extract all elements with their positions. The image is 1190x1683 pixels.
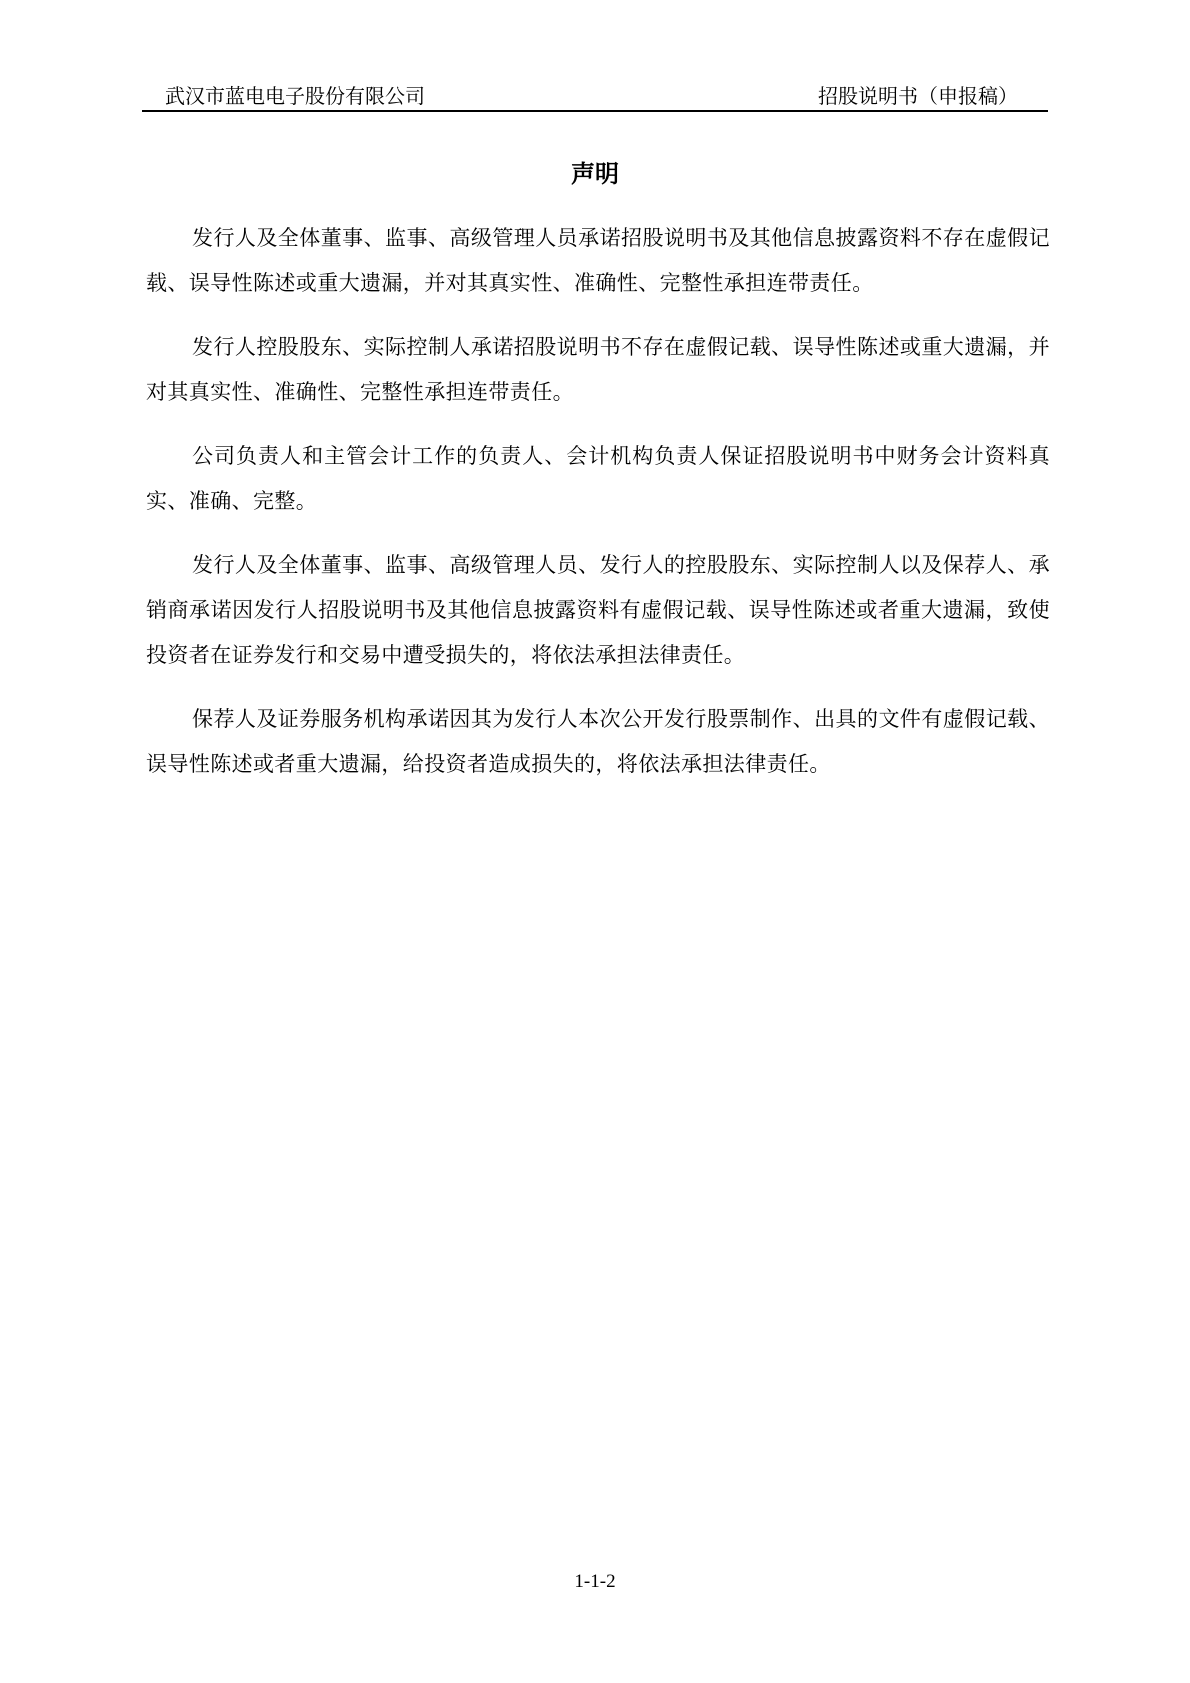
declaration-paragraph: 发行人及全体董事、监事、高级管理人员、发行人的控股股东、实际控制人以及保荐人、承销商承诺因发行人招股说明书及其他信息披露资料有虚假记载、误导性陈述或者重大遗漏，致使投资者在证券发行和交易中遭受损失的，将依法承担法律责任。 xyxy=(146,553,1050,667)
page-title: 声明 xyxy=(571,160,619,188)
page-header xyxy=(142,82,1048,112)
declaration-body xyxy=(146,216,1050,806)
header-company-name: 武汉市蓝电电子股份有限公司 xyxy=(165,84,425,108)
page-number: 1-1-2 xyxy=(574,1571,616,1592)
header-document-type: 招股说明书（申报稿） xyxy=(818,84,1018,108)
declaration-paragraph: 发行人控股股东、实际控制人承诺招股说明书不存在虚假记载、误导性陈述或重大遗漏，并对其真实性、准确性、完整性承担连带责任。 xyxy=(146,335,1050,404)
declaration-paragraph: 公司负责人和主管会计工作的负责人、会计机构负责人保证招股说明书中财务会计资料真实、准确、完整。 xyxy=(146,444,1050,513)
declaration-paragraph: 保荐人及证券服务机构承诺因其为发行人本次公开发行股票制作、出具的文件有虚假记载、误导性陈述或者重大遗漏，给投资者造成损失的，将依法承担法律责任。 xyxy=(146,707,1050,776)
declaration-paragraph: 发行人及全体董事、监事、高级管理人员承诺招股说明书及其他信息披露资料不存在虚假记载、误导性陈述或重大遗漏，并对其真实性、准确性、完整性承担连带责任。 xyxy=(146,226,1050,295)
